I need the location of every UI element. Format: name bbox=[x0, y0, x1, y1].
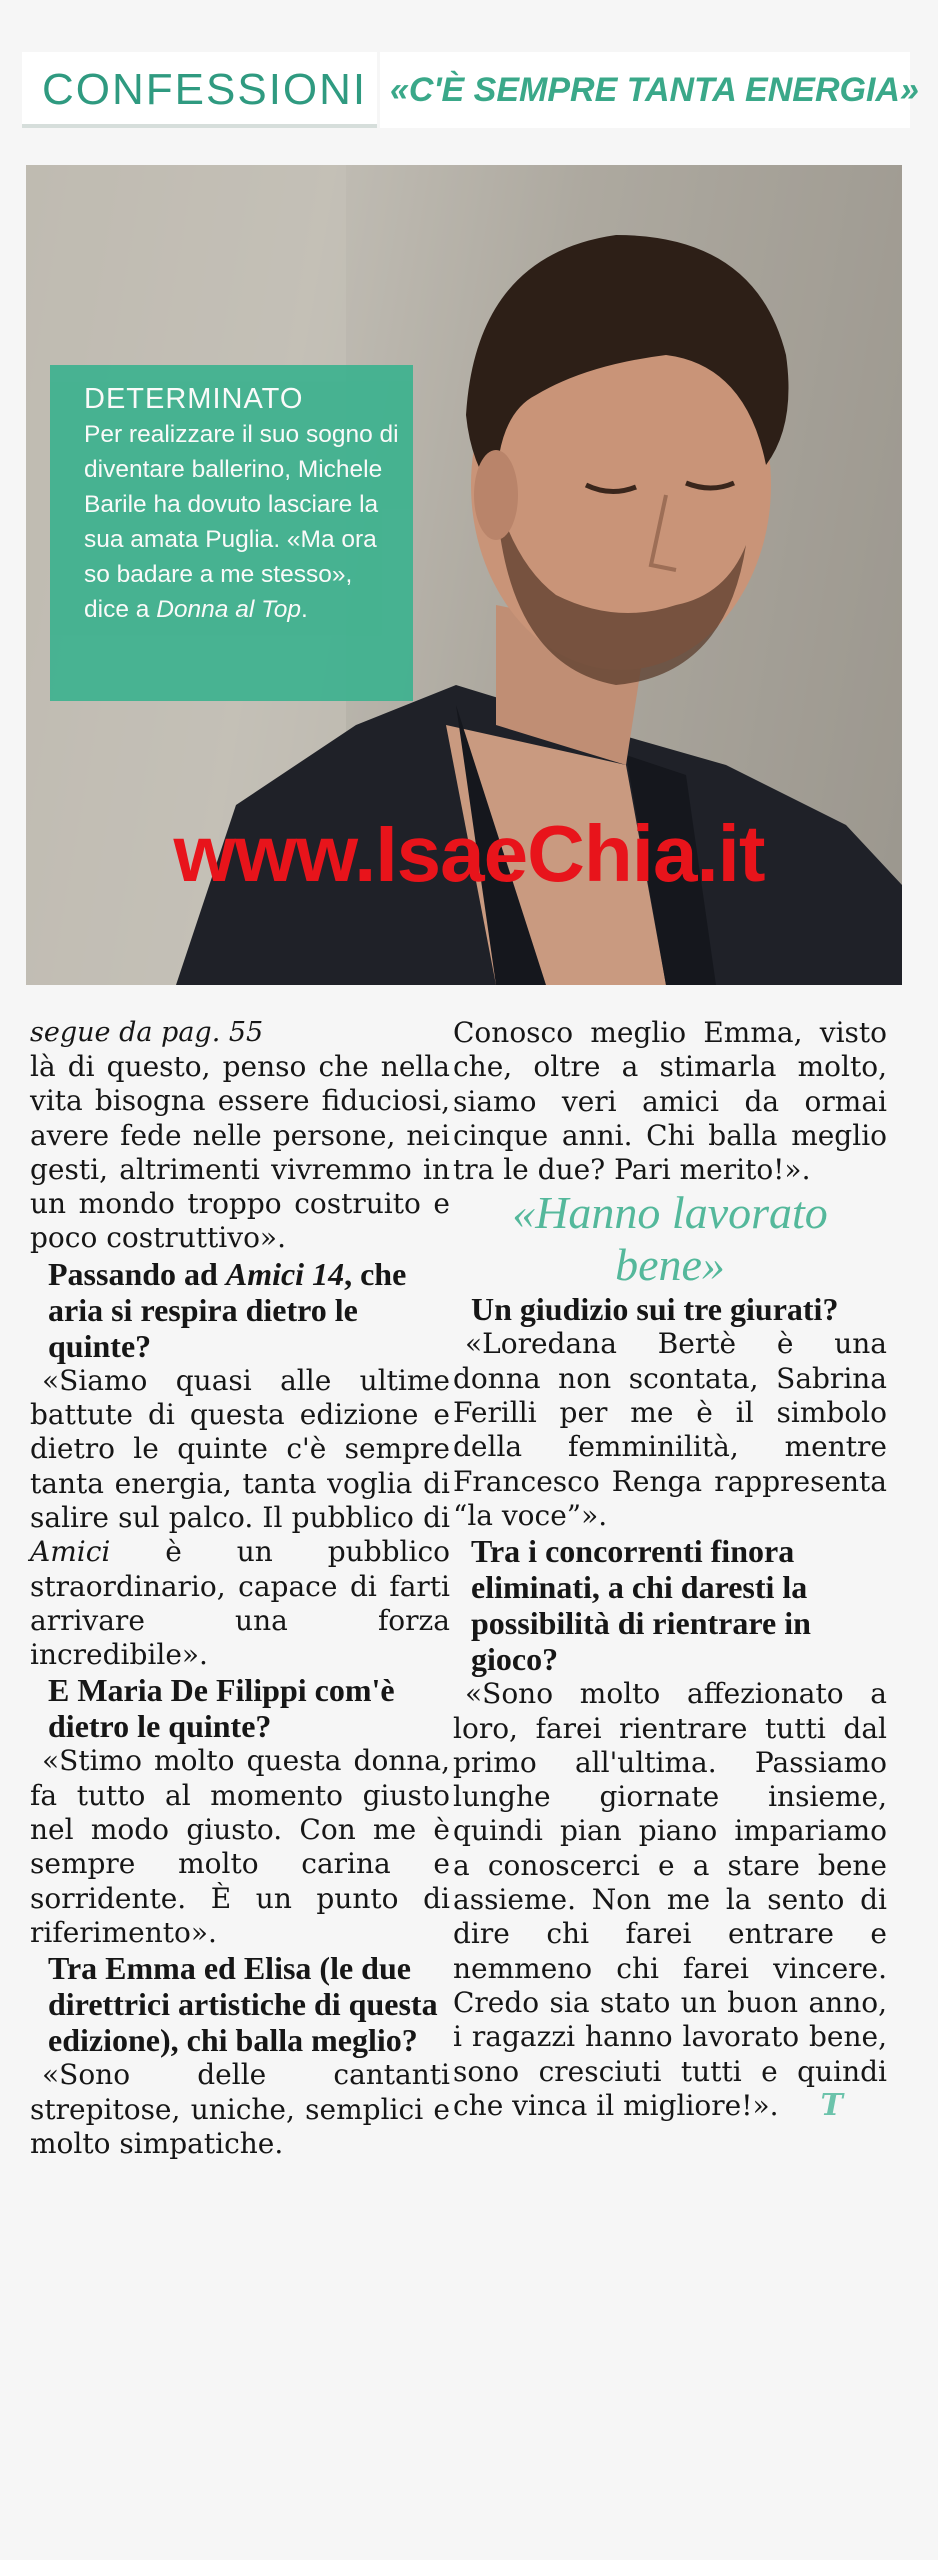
caption-title: DETERMINATO bbox=[84, 383, 304, 415]
answer-5 bbox=[453, 1677, 887, 2123]
end-mark: T bbox=[820, 2087, 843, 2123]
answer-5-text: «Sono molto affezionato a loro, farei rientrare tutti dal primo all'ultima. Passiamo lunghe giornate insieme, quindi pian piano impariamo a conoscerci e a stare bene assieme. Non me la sento di dire chi farei entrare e nemmeno chi farei vincere. Credo sia stato un buon anno, i ragazzi hanno lavorato bene, sono cresciuti tutti e quindi che vinca il migliore!». bbox=[453, 1677, 887, 2122]
question-1 bbox=[30, 1256, 450, 1364]
intro-paragraph: là di questo, penso che nella vita bisogna essere fiduciosi, avere fede nelle persone, nei gesti, altrimenti vivremmo in un mondo troppo costruito e poco costruttivo». bbox=[30, 1050, 450, 1255]
answer-1-post: è un pubblico straordinario, capace di farti arrivare una forza incredibile». bbox=[30, 1535, 450, 1672]
answer-3-continued: Conosco meglio Emma, visto che, oltre a stimarla molto, siamo veri amici da ormai cinque anni. Chi balla meglio tra le due? Pari merito!». bbox=[453, 1016, 887, 1187]
answer-2: «Stimo molto questa donna, fa tutto al momento giusto nel modo giusto. Con me è sempre molto carina e sorridente. È un punto di riferimento». bbox=[30, 1744, 450, 1949]
question-5: Tra i concorrenti finora eliminati, a chi daresti la possibilità di rientrare in gioco? bbox=[471, 1533, 811, 1678]
header-quote: «C'È SEMPRE TANTA ENERGIA» bbox=[380, 52, 910, 128]
article-column-right bbox=[453, 1016, 887, 2123]
caption-text bbox=[84, 417, 399, 627]
question-4: Un giudizio sui tre giurati? bbox=[471, 1291, 839, 1328]
question-1-post: , che aria si respira dietro le quinte? bbox=[48, 1255, 407, 1364]
question-1-show: Amici 14 bbox=[225, 1255, 345, 1292]
caption-magazine-name: Donna al Top bbox=[156, 596, 302, 623]
answer-1-show: Amici bbox=[30, 1535, 111, 1569]
question-2: E Maria De Filippi com'è dietro le quinte? bbox=[48, 1672, 395, 1745]
section-label: CONFESSIONI bbox=[22, 52, 377, 128]
caption-text-after: . bbox=[301, 596, 308, 623]
answer-3: «Sono delle cantanti strepitose, uniche, semplici e molto simpatiche. bbox=[30, 2058, 450, 2160]
continued-from-note: segue da pag. 55 bbox=[30, 1017, 264, 1048]
answer-4: «Loredana Bertè è una donna non scontata, Sabrina Ferilli per me è il simbolo della femminilità, mentre Francesco Renga rappresenta “la voce”». bbox=[453, 1327, 887, 1532]
page-header bbox=[12, 46, 919, 132]
watermark-url: www.IsaeChia.it bbox=[173, 809, 765, 898]
question-3: Tra Emma ed Elisa (le due direttrici artistiche di questa edizione), chi balla meglio? bbox=[48, 1950, 438, 2059]
photo-caption bbox=[50, 365, 413, 701]
article-column-left bbox=[30, 1016, 450, 2161]
pull-quote: «Hanno lavorato bene» bbox=[512, 1187, 828, 1291]
answer-1-pre: «Siamo quasi alle ultime battute di questa edizione e dietro le quinte c'è sempre tanta energia, tanta voglia di salire sul palco. Il pubblico di bbox=[30, 1363, 450, 1534]
caption-text-before: Per realizzare il suo sogno di diventare ballerino, Michele Barile ha dovuto lasciare la sua amata Puglia. «Ma ora so badare a me stesso», dice a bbox=[84, 421, 399, 623]
answer-1 bbox=[30, 1364, 450, 1673]
question-1-pre: Passando ad bbox=[48, 1255, 226, 1292]
